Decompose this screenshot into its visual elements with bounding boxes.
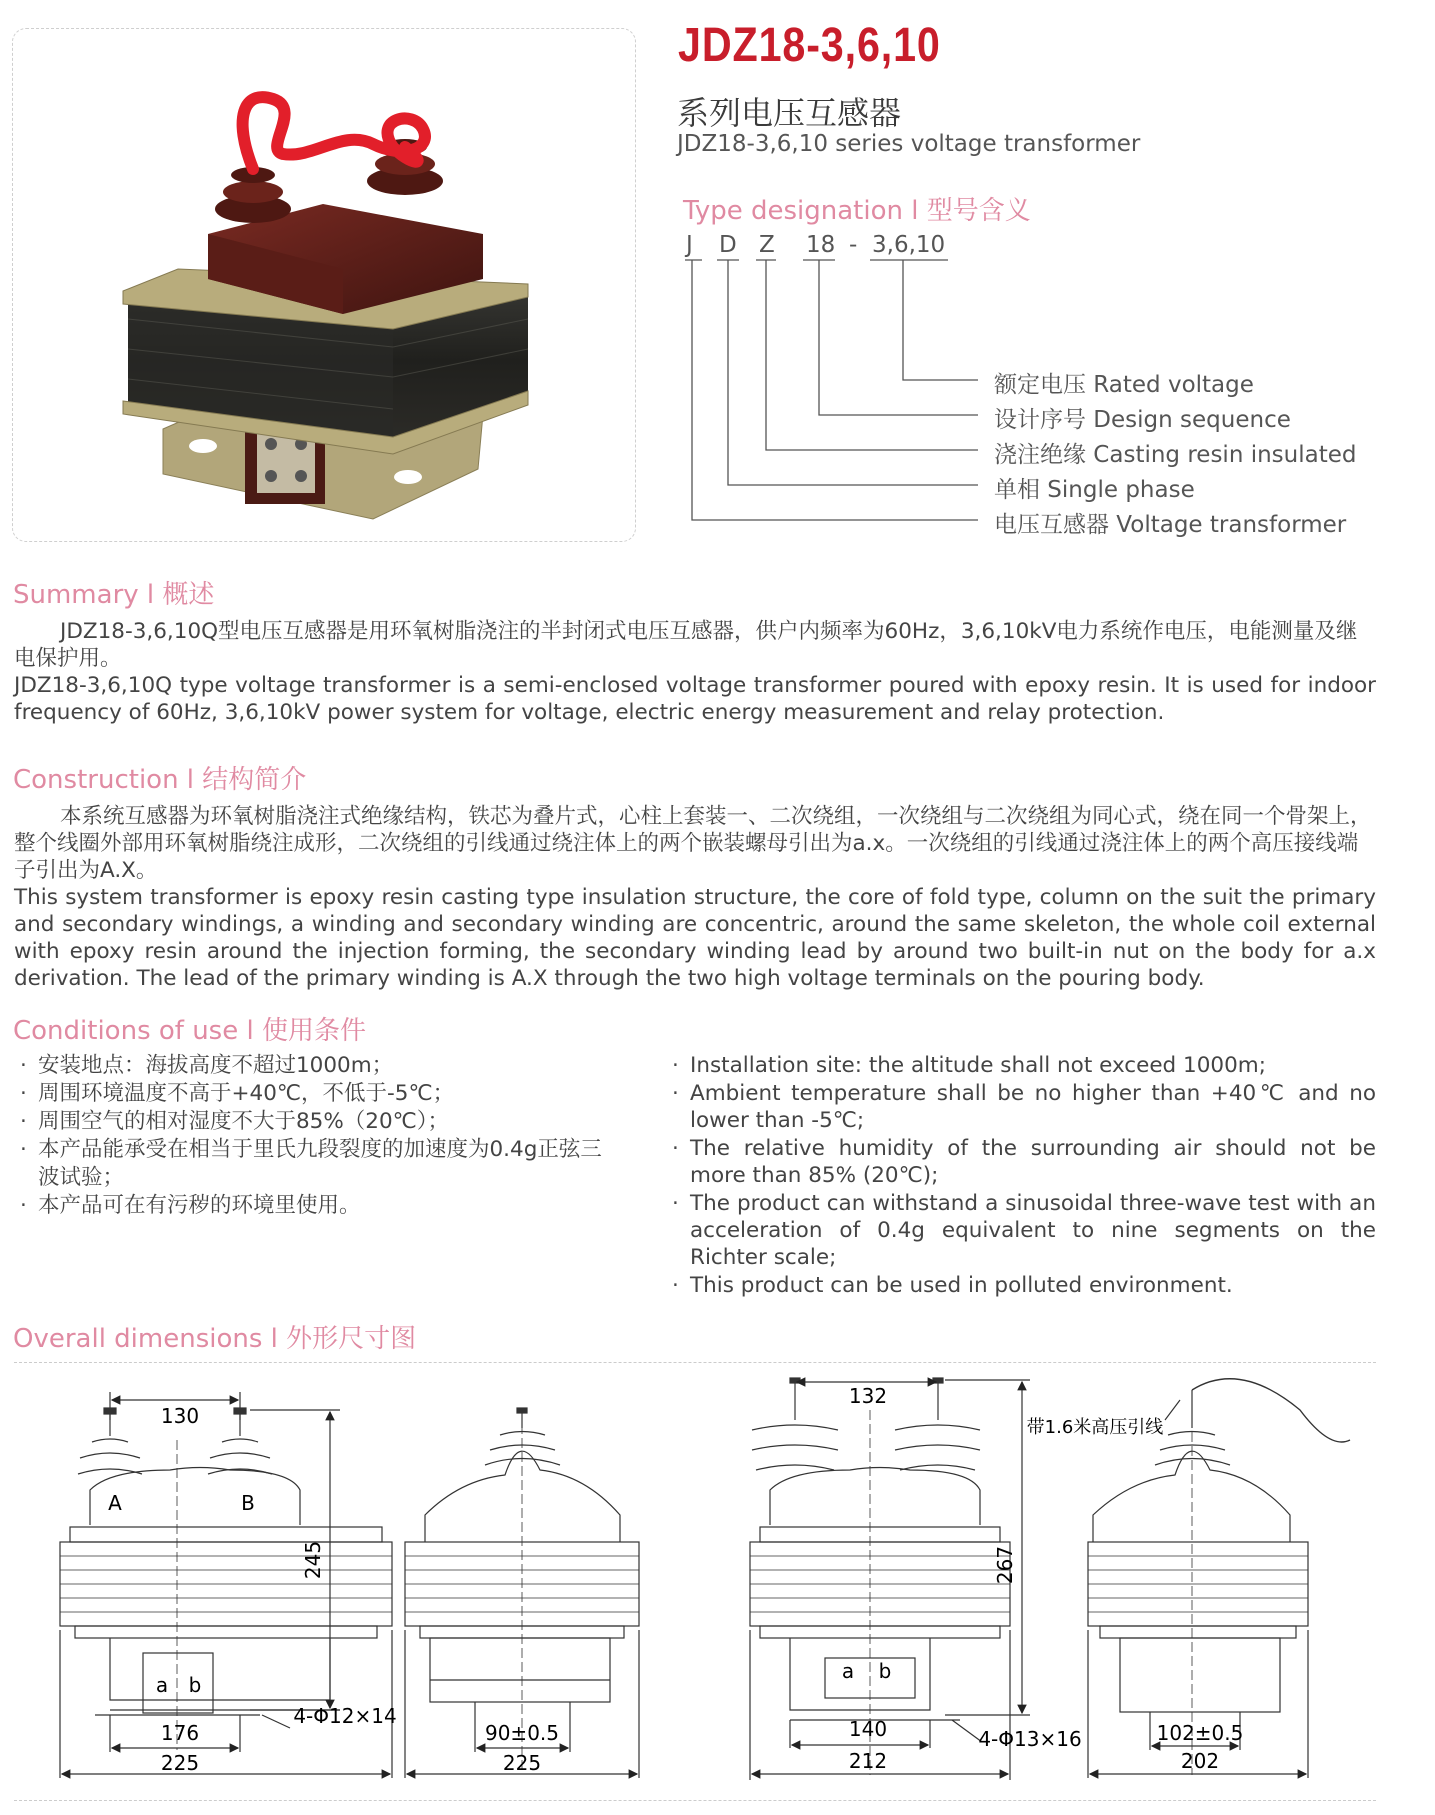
code-d: D <box>719 232 737 258</box>
condition-en-item: · The product can withstand a sinusoidal three-wave test with an acceleration of 0.4g equivalent to nine segments on the Richter scale; <box>670 1190 1376 1271</box>
meaning-rated-voltage: 额定电压 Rated voltage <box>994 372 1254 398</box>
construction-body <box>14 803 1376 992</box>
dim1-label-b: B <box>241 1491 255 1515</box>
code-voltage: 3,6,10 <box>872 232 946 258</box>
model-title: JDZ18-3,6,10 <box>678 19 941 72</box>
construction-heading: Construction l 结构简介 <box>13 765 307 795</box>
subtitle-cn: 系列电压互感器 <box>677 94 902 132</box>
dimensions-heading: Overall dimensions l 外形尺寸图 <box>13 1324 417 1354</box>
subtitle-en: JDZ18-3,6,10 series voltage transformer <box>677 131 1141 157</box>
condition-en-item: · This product can be used in polluted environment. <box>670 1272 1376 1299</box>
meaning-casting-resin: 浇注绝缘 Casting resin insulated <box>994 442 1357 468</box>
summary-heading: Summary l 概述 <box>13 580 215 610</box>
dim3-sec-b: b <box>878 1659 892 1683</box>
condition-cn-item: · 周围环境温度不高于+40℃，不低于-5℃； <box>18 1080 618 1108</box>
dim3-sec-a: a <box>841 1659 855 1683</box>
dim3-top: 132 <box>848 1384 888 1408</box>
summary-en: JDZ18-3,6,10Q type voltage transformer is a semi-enclosed voltage transformer poured with epoxy resin. It is used for indoor frequency of 60Hz, 3,6,10kV power system for voltage, electric energy measurement and relay protection. <box>14 673 1376 725</box>
divider-bottom <box>14 1800 1376 1801</box>
condition-cn-item: · 周围空气的相对湿度不大于85%（20℃）； <box>18 1108 618 1136</box>
construction-en: This system transformer is epoxy resin casting type insulation structure, the core of fold type, column on the suit the primary and secondary windings, a winding and secondary winding are concentric, around the same skeleton, the whole coil external with epoxy resin around the injection forming, the secondary winding lead by around two built-in nut on the body for a.x derivation. The lead of the primary winding is A.X through the two high voltage terminals on the pouring body. <box>14 885 1376 991</box>
divider-top <box>14 1362 1376 1363</box>
dim2-outer: 225 <box>502 1751 542 1775</box>
code-z: Z <box>759 232 775 258</box>
dim1-height: 245 <box>301 1540 325 1580</box>
dim3-holes: 4-Φ13×16 <box>978 1727 1082 1751</box>
code-j: J <box>686 232 693 258</box>
drawing-front-3-10-lead <box>750 1378 1030 1780</box>
dim1-outer: 225 <box>160 1751 200 1775</box>
dim4-inner: 102±0.5 <box>1156 1721 1244 1745</box>
dim3-outer: 212 <box>848 1749 888 1773</box>
designation-leader-lines <box>0 0 1435 560</box>
condition-en-item: · The relative humidity of the surrounding air should not be more than 85% (20℃); <box>670 1135 1376 1189</box>
summary-cn: JDZ18-3,6,10Q型电压互感器是用环氧树脂浇注的半封闭式电压互感器，供户内频率为60Hz，3,6,10kV电力系统作电压，电能测量及继电保护用。 <box>14 619 1358 671</box>
dim1-sec-b: b <box>188 1673 202 1697</box>
condition-en-item: · Ambient temperature shall be no higher than +40℃ and no lower than -5℃; <box>670 1080 1376 1134</box>
meaning-design-sequence: 设计序号 Design sequence <box>994 407 1291 433</box>
condition-cn-item: · 本产品可在有污秽的环境里使用。 <box>18 1192 618 1220</box>
drawing-side-lead <box>1088 1379 1350 1778</box>
code-18: 18 <box>806 232 836 258</box>
conditions-cn-list <box>18 1052 618 1220</box>
dim1-sec-a: a <box>155 1673 169 1697</box>
condition-cn-item: · 安装地点：海拔高度不超过1000m； <box>18 1052 618 1080</box>
type-designation-heading: Type designation l 型号含义 <box>683 196 1031 226</box>
summary-body <box>14 618 1376 726</box>
code-dash: - <box>849 232 858 258</box>
dim1-top: 130 <box>160 1404 200 1428</box>
meaning-single-phase: 单相 Single phase <box>994 477 1195 503</box>
meaning-voltage-transformer: 电压互感器 Voltage transformer <box>994 512 1347 538</box>
conditions-heading: Conditions of use l 使用条件 <box>13 1016 366 1046</box>
dim1-holes: 4-Φ12×14 <box>293 1704 397 1728</box>
dim2-inner: 90±0.5 <box>484 1721 560 1745</box>
dim1-inner: 176 <box>160 1721 200 1745</box>
dim3-height: 267 <box>993 1545 1017 1585</box>
dim3-inner: 140 <box>848 1717 888 1741</box>
dimension-drawings <box>0 1370 1435 1800</box>
dim1-label-a: A <box>108 1491 122 1515</box>
construction-cn: 本系统互感器为环氧树脂浇注式绝缘结构，铁芯为叠片式，心柱上套装一、二次绕组，一次绕组与二次绕组为同心式，绕在同一个骨架上，整个线圈外部用环氧树脂绕注成形，二次绕组的引线通过绕注体上的两个嵌装螺母引出为a.x。一次绕组的引线通过浇注体上的两个高压接线端子引出为A.X。 <box>14 804 1372 883</box>
condition-cn-item: · 本产品能承受在相当于里氏九段裂度的加速度为0.4g正弦三波试验； <box>18 1136 618 1192</box>
dim4-outer: 202 <box>1180 1749 1220 1773</box>
dim4-lead-note: 带1.6米高压引线 <box>1026 1417 1164 1438</box>
condition-en-item: · Installation site: the altitude shall not exceed 1000m; <box>670 1052 1376 1079</box>
conditions-en-list <box>670 1052 1376 1300</box>
